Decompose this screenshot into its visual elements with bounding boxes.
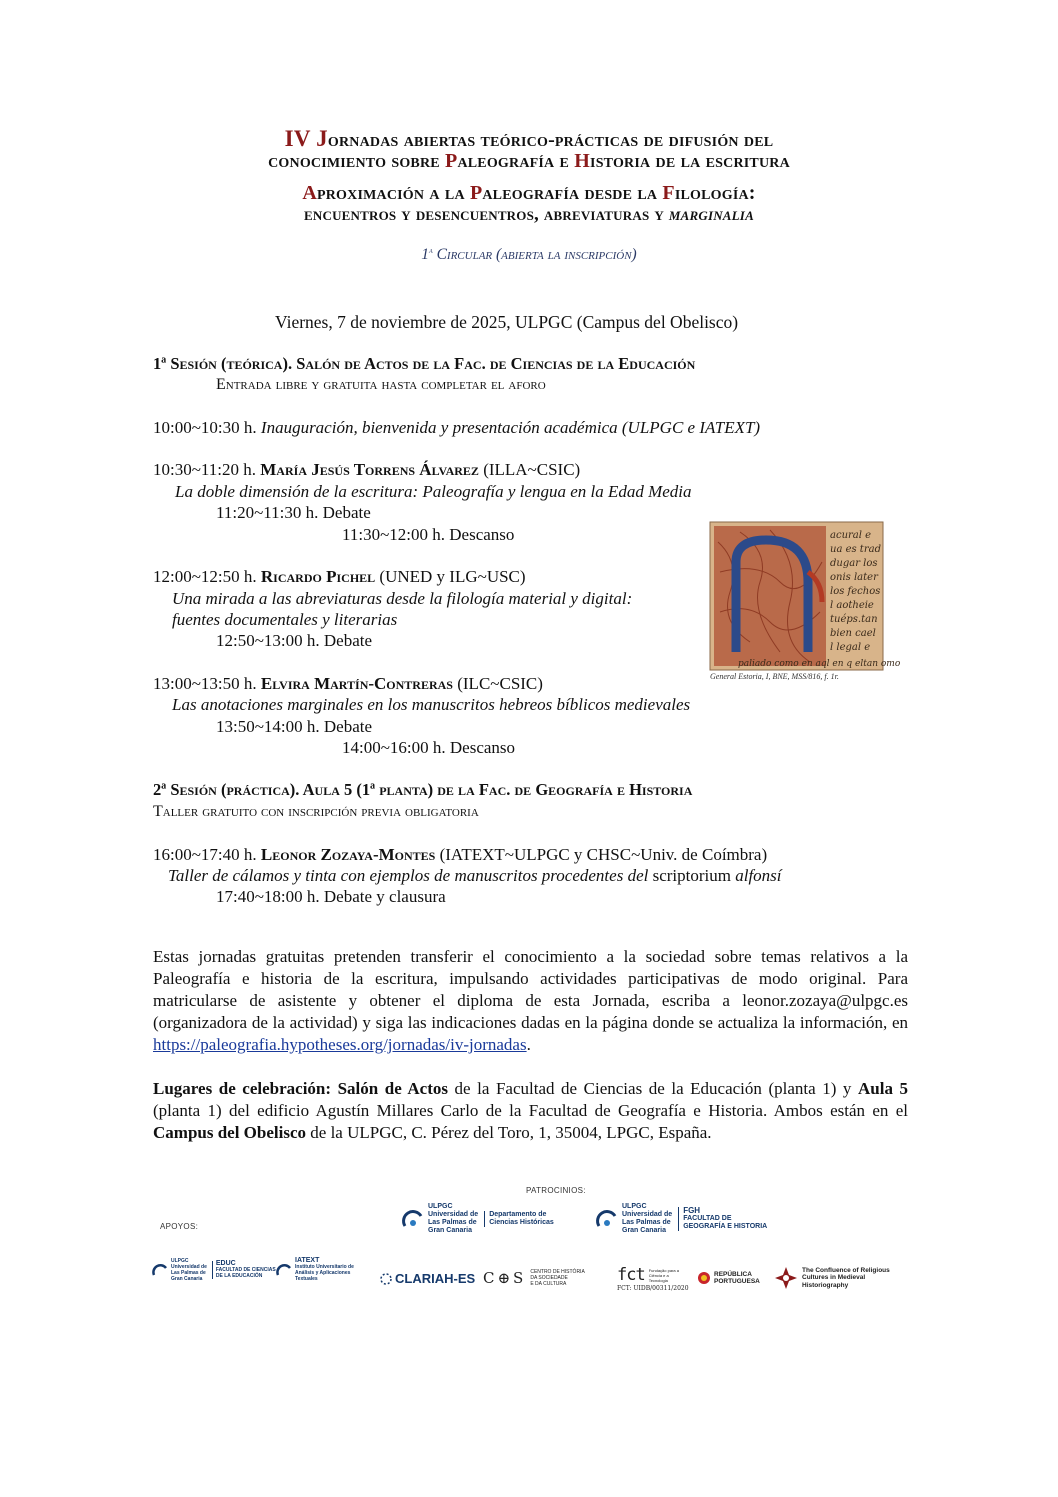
logo-clariah [379,1271,475,1286]
talk-5-part-a: Taller de cálamos y tinta con ejemplos de manuscritos procedentes del [168,866,653,885]
chsc-text [530,1269,584,1287]
venue-campus: Campus del Obelisco [153,1123,307,1142]
republica-line-2: PORTUGUESA [714,1278,760,1285]
ms-line-1: ua es trad [830,544,881,555]
program-2-break: 11:30~12:00 h. Descanso [342,525,515,544]
circular-sup: a [429,246,433,255]
logo1-line-a: ULPGC [428,1203,453,1210]
educ-ulpgc-b: Universidad de [171,1264,207,1270]
circular-label [0,246,1058,264]
logo2-line-d: Gran Canaria [622,1227,666,1234]
logo2-line-c: Las Palmas de [622,1219,671,1226]
ms-line-8: l legal e [830,642,871,653]
ms-line-5: l aotheie [830,600,874,611]
session-2-title: 2ª Sesión (práctica). Aula 5 (1ª planta) de la Fac. de Geografía e Historia [153,780,693,799]
program-item-4 [153,674,543,694]
logo-republica [697,1271,760,1285]
chsc-symbols-icon: C⊕S [483,1269,527,1287]
manuscript-image [710,522,901,670]
portugal-emblem-icon [697,1271,711,1285]
iatext-sub: Instituto Universitario de Análisis y Aplicaciones Textuales [295,1264,354,1282]
program-5-time: 16:00~17:40 h. [153,845,261,864]
logo2-line-a: ULPGC [622,1203,647,1210]
program-item-1 [153,418,760,438]
confluence-star-icon [774,1266,798,1290]
program-4-debate: 13:50~14:00 h. Debate [216,717,373,736]
subtitle-line-1 [0,182,1058,204]
logo-chsc [483,1269,585,1287]
logo-ulpgc-dch [402,1203,554,1235]
logo-confluence [774,1266,890,1290]
logo1-dept2: Ciencias Históricas [489,1219,554,1226]
chsc-line-3: E DA CULTURA [530,1281,567,1287]
info-text: Estas jornadas gratuitas pretenden transferir el conocimiento a la sociedad sobre temas relativos a la Paleografía e historia de la escritura, impulsando actividades participativas de modo original. Para matricularse de asistente y obtener el diploma de esta Jornada, escriba a leonor.zozaya@ulpgc.es (organizadora de la actividad) y siga las indicaciones dadas en la página donde se actualiza la información, en [153,947,908,1032]
educ-ulpgc-c: Las Palmas de [171,1270,206,1276]
ulpgc-arc-icon-4 [276,1262,292,1278]
venue-salon: Salón de Actos [337,1079,448,1098]
logo-dch-text [484,1211,554,1227]
program-3-time: 12:00~12:50 h. [153,567,261,586]
program-item-5 [153,845,767,865]
chsc-line-2: DA SOCIEDADE [530,1275,568,1281]
venue-aula: Aula 5 [857,1079,908,1098]
circular-text: Circular (abierta la inscripción) [432,246,637,264]
talk-5-scriptorium: scriptorium [652,866,731,885]
venues-paragraph [153,1078,908,1144]
title-text-2b: aleografía e [457,150,575,172]
logo-educ-text [212,1261,278,1279]
program-4-time: 13:00~13:50 h. [153,674,261,693]
program-3-debate: 12:50~13:00 h. Debate [216,631,373,650]
logo-ulpgc-text-2 [622,1203,672,1235]
program-item-2 [153,460,580,480]
title-initial-h: H [574,150,591,172]
program-1-time: 10:00~10:30 h. [153,418,261,437]
talk-3-title-2: fuentes documentales y literarias [172,610,398,629]
fct-code: FCT: UIDB/00311/2020 [617,1285,689,1292]
ms-line-6: tuéps.tan [830,614,878,625]
logo2-line-b: Universidad de [622,1211,673,1218]
fct-text: fct [617,1265,645,1285]
logo-fgh-text [678,1207,767,1231]
session-2-subtitle: Taller gratuito con inscripción previa obligatoria [153,803,479,820]
patrocinios-label: PATROCINIOS: [526,1186,586,1195]
ulpgc-arc-icon-3 [152,1262,168,1278]
program-2-time: 10:30~11:20 h. [153,460,261,479]
ms-line-9: paliado como en aql en q eltan omo [738,659,901,669]
iatext-title: IATEXT [295,1257,320,1264]
ms-line-2: dugar los [830,558,878,569]
circular-number: 1 [421,246,430,264]
subtitle-initial-p: P [469,182,483,204]
figure-caption: General Estoria, I, BNE, MSS/816, f. 1r. [710,672,839,681]
logo-educ [152,1258,278,1282]
info-link[interactable]: https://paleografia.hypotheses.org/jornadas/iv-jornadas [153,1035,527,1054]
fct-sub: Fundação para a Ciência e a Tecnologia [648,1267,679,1283]
logo-iatext [276,1258,371,1282]
session-1-title: 1ª Sesión (teórica). Salón de Actos de la Fac. de Ciencias de la Educación [153,354,696,373]
republica-line-1: REPÚBLICA [714,1271,752,1278]
ms-line-7: bien cael [830,628,876,639]
confluence-line-1: The Confluence of Religious [802,1266,890,1274]
educ-title: EDUC [215,1260,236,1267]
logo2-dept: FACULTAD DE [683,1215,732,1222]
subtitle-text-1b: proximación a la [317,182,470,204]
educ-ulpgc-d: Gran Canaria [171,1276,203,1282]
ms-line-3: onis later [830,572,878,583]
clariah-dots-icon [379,1272,393,1286]
subtitle-initial-f: F [662,182,675,204]
talk-3-title-1: Una mirada a las abreviaturas desde la filología material y digital: [172,589,633,608]
info-paragraph [153,946,908,1056]
subtitle-text-1d: ilología: [674,182,756,204]
talk-4-title: Las anotaciones marginales en los manuscritos hebreos bíblicos medievales [172,695,691,714]
venues-text-2: (planta 1) del edificio Agustín Millares Carlo de la Facultad de Geografía e Historia. Ambos están en el [153,1101,908,1120]
title-line-1 [0,128,1058,151]
ulpgc-arc-icon-2 [596,1208,618,1230]
ms-line-0: acural e [830,530,872,541]
logo1-dept: Departamento de [489,1211,547,1218]
apoyos-label: APOYOS: [160,1222,199,1231]
title-initial: IV J [284,126,328,151]
speaker-martin: Elvira Martín-Contreras [260,674,453,693]
logo1-line-b: Universidad de [428,1211,479,1218]
program-5-inst: (IATEXT~ULPGC y CHSC~Univ. de Coímbra) [435,845,768,864]
logo2-dept2: GEOGRAFÍA E HISTORIA [683,1223,768,1230]
program-1-text: Inauguración, bienvenida y presentación académica (ULPGC e IATEXT) [260,418,761,437]
speaker-pichel: Ricardo Pichel [260,567,376,586]
subtitle-line-2 [0,204,1058,226]
subtitle-text-1c: aleografía desde la [482,182,663,204]
info-end: . [526,1035,531,1054]
logo-ulpgc-text [428,1203,478,1235]
subtitle-marginalia: marginalia [668,204,754,225]
confluence-line-2: Cultures in Medieval [802,1274,866,1282]
subtitle-text-2a: encuentros y desencuentros, abreviaturas y [304,204,669,225]
speaker-zozaya: Leonor Zozaya-Montes [260,845,436,864]
logo1-line-c: Las Palmas de [428,1219,477,1226]
clariah-text: CLARIAH-ES [395,1271,476,1286]
title-initial-p: P [445,150,458,172]
talk-2-title: La doble dimensión de la escritura: Paleografía y lengua en la Edad Media [175,482,692,501]
program-2-inst: (ILLA~CSIC) [478,460,581,479]
educ-ulpgc-a: ULPGC [171,1258,189,1264]
program-item-3 [153,567,526,587]
venues-text-3: de la ULPGC, C. Pérez del Toro, 1, 35004, LPGC, España. [306,1123,712,1142]
event-date: Viernes, 7 de noviembre de 2025, ULPGC (Campus del Obelisco) [275,312,739,332]
confluence-text [802,1267,890,1290]
session-1-subtitle: Entrada libre y gratuita hasta completar el aforo [216,376,546,393]
republica-text [714,1271,760,1285]
title-text-1: ornadas abiertas teórico-prácticas de difusión del [327,129,774,151]
title-line-2 [0,150,1058,172]
program-4-break: 14:00~16:00 h. Descanso [342,738,516,757]
logo2-fgh: FGH [683,1206,701,1215]
title-text-2a: conocimiento sobre [268,150,446,172]
venues-text-1: de la Facultad de Ciencias de la Educación (planta 1) y [448,1079,858,1098]
subtitle-initial-a: A [302,182,317,204]
logo1-line-d: Gran Canaria [428,1227,472,1234]
talk-5-title [168,866,782,886]
educ-sub: FACULTAD DE CIENCIAS DE LA EDUCACIÓN [215,1267,276,1279]
confluence-line-3: Historiography [802,1281,849,1289]
speaker-torrens: María Jesús Torrens Álvarez [260,460,479,479]
title-text-2c: istoria de la escritura [590,150,790,172]
logo-ulpgc-fgh [596,1203,767,1235]
program-3-inst: (UNED y ILG~USC) [375,567,526,586]
ms-line-4: los fechos [830,586,881,597]
logo-iatext-text [295,1258,371,1282]
venues-label: Lugares de celebración: [153,1079,338,1098]
logo-fct [617,1265,689,1292]
ulpgc-arc-icon [402,1208,424,1230]
chsc-line-1: CENTRO DE HISTÓRIA [530,1269,585,1275]
program-2-debate: 11:20~11:30 h. Debate [216,503,371,522]
logo-educ-ulpgc [171,1258,207,1282]
program-4-inst: (ILC~CSIC) [452,674,543,693]
talk-5-part-c: alfonsí [730,866,782,885]
program-5-debate: 17:40~18:00 h. Debate y clausura [216,887,446,906]
